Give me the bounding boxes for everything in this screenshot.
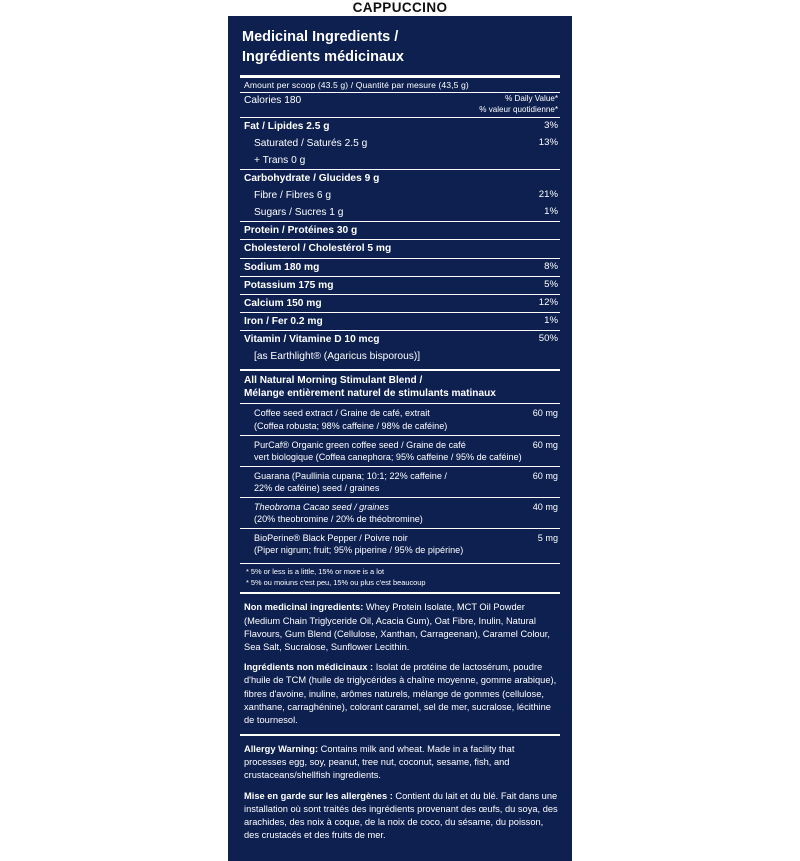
allergy-en-label: Allergy Warning: <box>244 744 319 755</box>
nutrient-value: 12% <box>538 296 558 308</box>
nutrient-label: Protein / Protéines 30 g <box>244 225 358 237</box>
nutrient-label: Iron / Fer 0.2 mg <box>244 315 323 327</box>
allergy-fr <box>244 790 558 843</box>
nutrient-row <box>240 204 560 221</box>
blend-item-amount: 60 mg <box>532 408 558 419</box>
nutrient-label: Fibre / Fibres 6 g <box>254 190 331 202</box>
allergy-warning <box>240 736 560 849</box>
nutrient-row <box>240 222 560 239</box>
daily-value-header-en: % Daily Value* <box>505 94 558 104</box>
non-medicinal-en-label: Non medicinal ingredients: <box>244 602 364 613</box>
non-medicinal-en-text: Whey Protein Isolate, MCT Oil Powder (Medium Chain Triglyceride Oil, Acacia Gum), Oat Fibre, Inulin, Natural Flavours, Gum Blend (Cellulose, Xanthan, Carrageenan), Caramel Colour, Sea Salt, Sucralose, Sunflower Lecithin. <box>244 602 550 652</box>
nutrient-label: Sodium 180 mg <box>244 261 320 273</box>
nutrient-value: 13% <box>538 137 558 149</box>
blend-item-line2: (20% theobromine / 20% de théobromine) <box>254 514 423 525</box>
blend-item-line1: Theobroma Cacao seed / graines <box>254 502 389 512</box>
blend-item-line2: (Piper nigrum; fruit; 95% piperine / 95% de pipérine) <box>254 545 464 556</box>
blend-item-amount: 60 mg <box>532 439 558 450</box>
nutrient-value: 8% <box>544 260 558 272</box>
allergy-fr-label: Mise en garde sur les allergènes : <box>244 790 393 801</box>
nutrient-row <box>240 331 560 348</box>
blend-item-line1: Guarana (Paullinia cupana; 10:1; 22% caffeine / <box>254 470 447 481</box>
nutrient-value: 1% <box>544 314 558 326</box>
nutrient-row <box>240 295 560 312</box>
nutrient-label: Calcium 150 mg <box>244 297 322 309</box>
nutrient-label: Fat / Lipides 2.5 g <box>244 121 330 133</box>
nutrient-label: Potassium 175 mg <box>244 279 334 291</box>
panel-heading-line2: Ingrédients médicinaux <box>242 48 404 65</box>
nutrient-label: Carbohydrate / Glucides 9 g <box>244 173 380 185</box>
blend-item-line1: BioPerine® Black Pepper / Poivre noir <box>254 533 408 544</box>
nutrient-row <box>240 152 560 169</box>
nutrient-label: Vitamin / Vitamine D 10 mcg <box>244 333 380 345</box>
nutrient-row <box>240 135 560 152</box>
blend-item-line2: (Coffea robusta; 98% caffeine / 98% de caféine) <box>254 420 448 431</box>
non-medicinal-fr-text: Isolat de protéine de lactosérum, poudre d'huile de TCM (huile de triglycérides à chaîne moyenne, gomme arabique), fibres d'avoine, inuline, arômes naturels, mélange de gommes (cellulose, xanthane, carraghénine), colorant caramel, sel de mer, sucralose, lécithine de tournesol. <box>244 662 557 725</box>
daily-value-header-fr: % valeur quotidienne* <box>479 104 558 114</box>
blend-item-amount: 5 mg <box>537 533 558 544</box>
calories-label: Calories 180 <box>244 95 302 107</box>
blend-item-line1: Coffee seed extract / Graine de café, extrait <box>254 408 430 419</box>
nutrient-value: 3% <box>544 120 558 132</box>
stimulant-blend-title <box>240 371 560 404</box>
daily-value-footnote <box>240 564 560 592</box>
non-medicinal-fr <box>244 661 558 727</box>
nutrient-label: Saturated / Saturés 2.5 g <box>254 138 368 150</box>
footnote-en: * 5% or less is a little, 15% or more is a lot <box>246 567 385 577</box>
amount-per-scoop: Amount per scoop (43.5 g) / Quantité par mesure (43,5 g) <box>244 80 469 91</box>
nutrient-row <box>240 348 560 365</box>
allergy-en-text: Contains milk and wheat. Made in a facility that processes egg, soy, peanut, tree nut, coconut, sesame, fish, and crustaceans/shellfish ingredients. <box>244 744 515 781</box>
allergy-fr-text: Contient du lait et du blé. Fait dans une installation où sont traités des ingrédients provenant des œufs, du soya, des arachides, des noix à coque, de la noix de coco, du sésame, du poisson, des crustacés et des fruits de mer. <box>244 790 558 841</box>
blend-item <box>240 436 560 466</box>
blend-item-amount: 60 mg <box>532 470 558 481</box>
stimulant-blend-title-fr: Mélange entièrement naturel de stimulants matinaux <box>244 388 496 400</box>
blend-item-line1: PurCaf® Organic green coffee seed / Graine de café <box>254 439 466 450</box>
non-medicinal-fr-label: Ingrédients non médicinaux : <box>244 662 374 673</box>
blend-item-line2: vert biologique (Coffea canephora; 95% caffeine / 95% de caféine) <box>254 451 522 462</box>
blend-item <box>240 404 560 434</box>
panel-heading-line1: Medicinal Ingredients / <box>242 29 399 45</box>
non-medicinal-ingredients <box>240 594 560 734</box>
nutrient-label: + Trans 0 g <box>254 155 306 167</box>
nutrient-row <box>240 259 560 276</box>
nutrient-row <box>240 170 560 187</box>
nutrient-row <box>240 118 560 135</box>
nutrient-value: 1% <box>544 206 558 218</box>
blend-item-amount: 40 mg <box>532 502 558 512</box>
flavour-title: CAPPUCCINO <box>352 0 448 15</box>
panel-heading <box>242 28 560 67</box>
nutrition-facts-panel <box>228 16 572 861</box>
nutrient-row <box>240 313 560 330</box>
nutrient-label: [as Earthlight® (Agaricus bisporous)] <box>254 350 421 362</box>
stimulant-blend-title-en: All Natural Morning Stimulant Blend / <box>244 374 423 386</box>
blend-item-line2: 22% de caféine) seed / graines <box>254 482 380 493</box>
nutrient-row <box>240 240 560 257</box>
calories-row <box>240 93 560 117</box>
nutrient-row <box>240 187 560 204</box>
allergy-en <box>244 743 558 783</box>
nutrient-value: 21% <box>538 189 558 201</box>
blend-item <box>240 529 560 559</box>
non-medicinal-en <box>244 601 558 654</box>
nutrient-value: 5% <box>544 278 558 290</box>
nutrient-value: 50% <box>538 332 558 344</box>
blend-item <box>240 498 560 528</box>
nutrient-label: Cholesterol / Cholestérol 5 mg <box>244 243 392 255</box>
blend-item <box>240 467 560 497</box>
daily-value-header <box>479 93 560 117</box>
nutrient-label: Sugars / Sucres 1 g <box>254 207 344 219</box>
footnote-fr: * 5% ou moiuns c'est peu, 15% ou plus c'est beaucoup <box>246 577 426 587</box>
nutrient-row <box>240 277 560 294</box>
